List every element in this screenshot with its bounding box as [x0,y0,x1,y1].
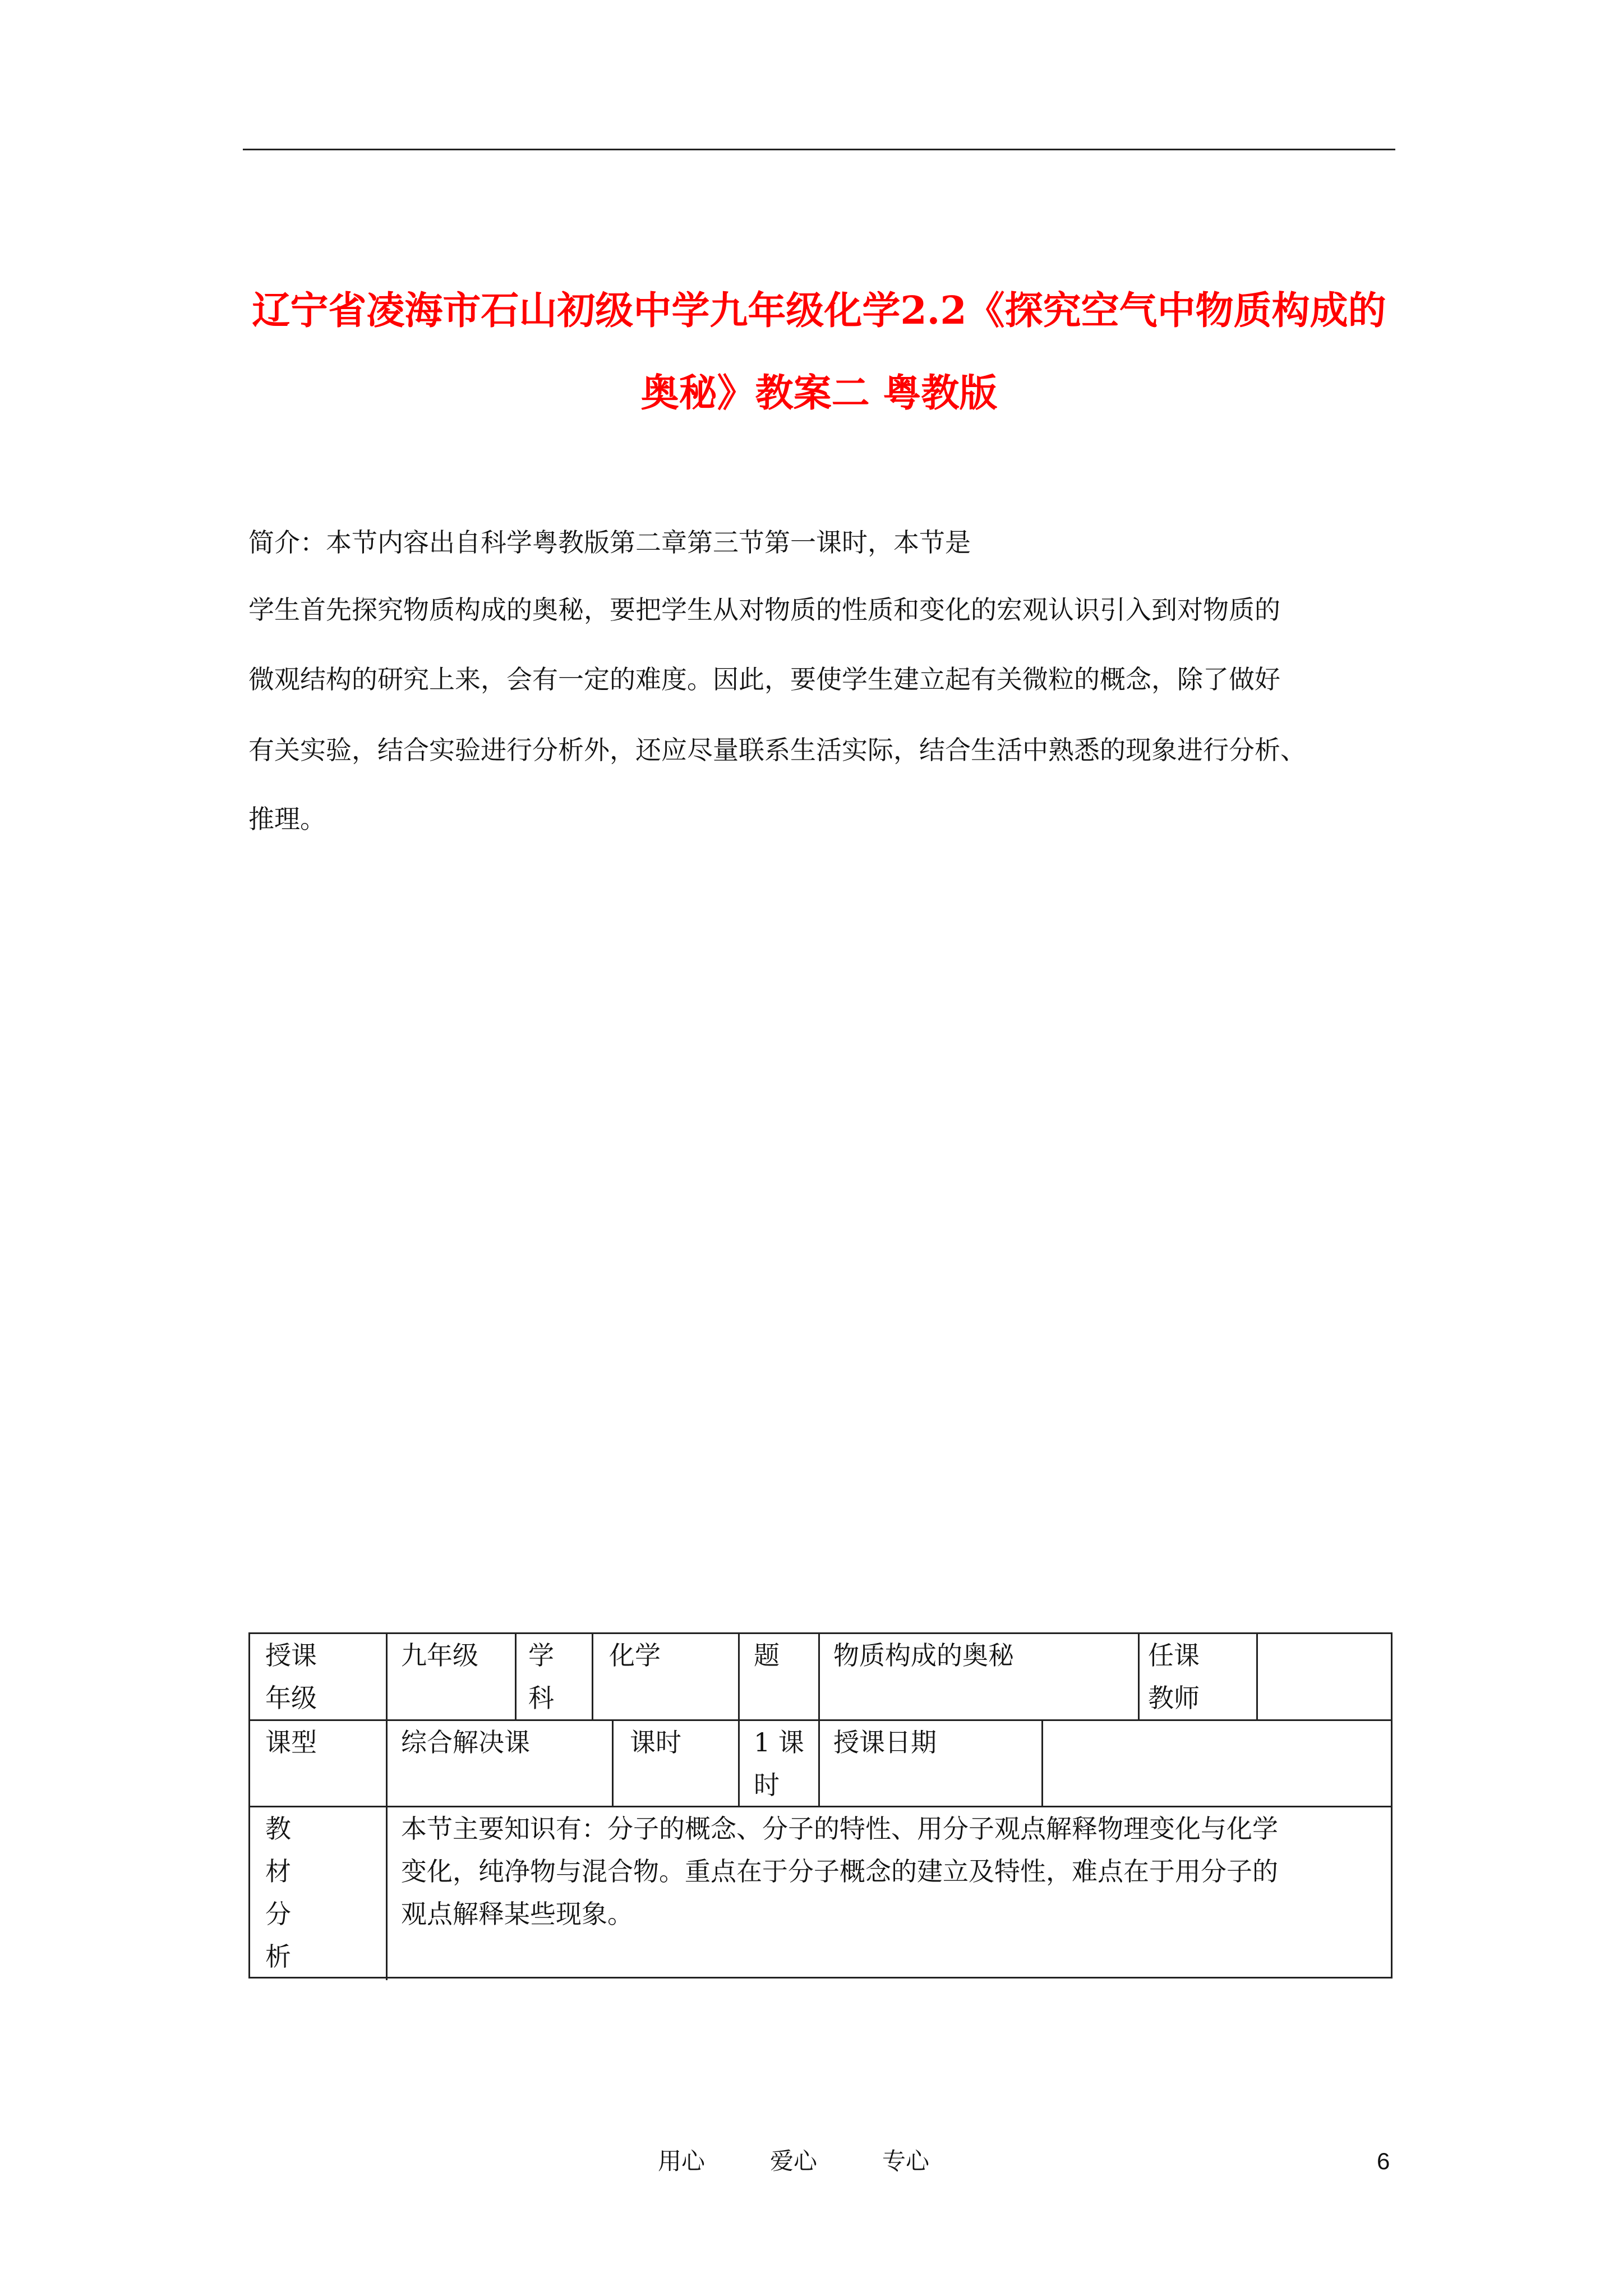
class-hours-value: 1 课 时 [754,1727,804,1800]
lesson-type-value: 综合解决课 [401,1727,530,1757]
table-col-divider [1138,1634,1140,1719]
document-title-line-1: 辽宁省凌海市石山初级中学九年级化学2.2《探究空气中物质构成的 [252,288,1386,333]
lesson-type-label: 课型 [265,1727,317,1757]
subject-label: 学 科 [528,1640,554,1713]
footer-item-2: 爱心 [770,2147,818,2175]
class-hours-label: 课时 [630,1727,681,1757]
table-col-divider [515,1634,517,1719]
table-col-divider [592,1634,593,1719]
table-col-divider [386,1719,388,1806]
table-col-divider [386,1634,388,1719]
lesson-date-label: 授课日期 [833,1727,937,1757]
intro-line-1: 简介：本节内容出自科学粤教版第二章第三节第一课时，本节是 [248,527,971,558]
table-col-divider [738,1634,740,1719]
material-analysis-text: 本节主要知识有：分子的概念、分子的特性、用分子观点解释物理变化与化学 变化，纯净物与混合物。重点在于分子概念的建立及特性，难点在于用分子的 观点解释某些现象。 [401,1814,1278,1929]
intro-line-3: 微观结构的研究上来，会有一定的难度。因此，要使学生建立起有关微粒的概念，除了做好 [248,664,1280,694]
table-col-divider [386,1806,388,1980]
header-rule [243,149,1395,150]
table-col-divider [612,1719,614,1806]
subject-value: 化学 [609,1640,661,1671]
lesson-info-table [248,1632,1393,1978]
intro-line-4: 有关实验，结合实验进行分析外，还应尽量联系生活实际，结合生活中熟悉的现象进行分析、 [248,735,1306,765]
intro-line-5: 推理。 [248,804,326,834]
table-col-divider [818,1719,820,1806]
material-analysis-label: 教 材 分 析 [265,1814,291,1972]
document-title-line-2: 奥秘》教案二 粤教版 [640,371,998,416]
intro-line-2: 学生首先探究物质构成的奥秘，要把学生从对物质的性质和变化的宏观认识引入到对物质的 [248,595,1280,625]
footer-item-3: 专心 [882,2147,930,2175]
footer-item-1: 用心 [658,2147,706,2175]
table-col-divider [818,1634,820,1719]
page-number: 6 [1377,2148,1390,2174]
grade-label: 授课 年级 [265,1640,317,1713]
teacher-label: 任课 教师 [1148,1640,1200,1713]
table-col-divider [738,1719,740,1806]
topic-value: 物质构成的奥秘 [833,1640,1014,1671]
grade-value: 九年级 [401,1640,478,1671]
topic-label: 题 [754,1640,780,1671]
table-col-divider [1256,1634,1258,1719]
table-col-divider [1041,1719,1043,1806]
